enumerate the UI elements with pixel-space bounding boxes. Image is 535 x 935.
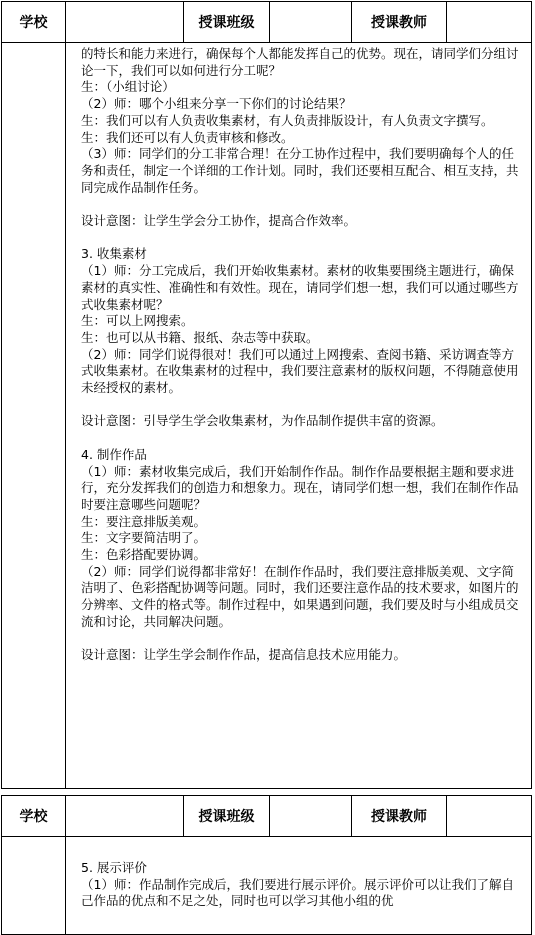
class-label: 授课班级 [184,2,270,42]
left-cell [2,43,66,789]
class-label: 授课班级 [184,796,270,836]
content-row [2,43,531,789]
paragraph: 设计意图：引导学生学会收集素材，为作品制作提供丰富的资源。 [81,413,444,429]
paragraph: 生：（小组讨论） [81,79,175,95]
content-row [2,837,531,935]
lesson-content [66,43,531,789]
paragraph: 生：要注意排版美观。 [81,513,207,529]
paragraph: （2）师：哪个小组来分享一下你们的讨论结果？ [81,96,352,112]
teacher-label: 授课教师 [352,2,447,42]
lesson-content [66,837,531,935]
paragraph: 生：可以上网搜索。 [81,313,194,329]
teacher-value-cell [447,796,531,836]
paragraph: 生：文字要简洁明了。 [81,530,207,546]
paragraph: 的特长和能力来进行，确保每个人都能发挥自己的优势。现在，请同学们分组讨论一下，我们可以如何进行分工呢？ [81,46,519,78]
paragraph: 生：我们还可以有人负责审核和修改。 [81,129,294,145]
blank-line [81,196,521,213]
blank-line [81,397,521,414]
school-label: 学校 [2,2,66,42]
paragraph: （1）师：分工完成后，我们开始收集素材。素材的收集要围绕主题进行，确保素材的真实性、准确性和有效性。现在，请同学们想一想，我们可以通过哪些方式收集素材呢？ [81,263,519,312]
lesson-plan-table-2 [1,795,532,935]
blank-line [81,230,521,247]
class-value-cell [270,796,352,836]
paragraph: （1）师：作品制作完成后，我们要进行展示评价。展示评价可以让我们了解自己作品的优点和不足之处，同时也可以学习其他小组的优 [81,876,514,909]
paragraph: 生：色彩搭配要协调。 [81,547,207,563]
paragraph: 4. 制作作品 [81,446,147,462]
school-value-cell [66,796,184,836]
school-value-cell [66,2,184,42]
class-value-cell [270,2,352,42]
school-label: 学校 [2,796,66,836]
paragraph: （2）师：同学们说得很对！我们可以通过上网搜索、查阅书籍、采访调查等方式收集素材。在收集素材的过程中，我们要注意素材的版权问题，不得随意使用未经授权的素材。 [81,346,519,396]
paragraph: 生：我们可以有人负责收集素材，有人负责排版设计，有人负责文字撰写。 [81,112,494,128]
paragraph: （1）师：素材收集完成后，我们开始制作作品。制作作品要根据主题和要求进行，充分发挥我们的创造力和想象力。现在，请同学们想一想，我们在制作作品时要注意哪些问题呢？ [81,463,519,512]
header-row [2,2,531,43]
paragraph: 3. 收集素材 [81,246,147,262]
header-row [2,796,531,837]
teacher-label: 授课教师 [352,796,447,836]
paragraph: （3）师：同学们的分工非常合理！在分工协作过程中，我们要明确每个人的任务和责任，制定一个详细的工作计划。同时，我们还要相互配合、相互支持，共同完成作品制作任务。 [81,146,519,195]
paragraph: 5. 展示评价 [81,860,147,875]
paragraph: 设计意图：让学生学会分工协作，提高合作效率。 [81,213,357,229]
paragraph: （2）师：同学们说得都非常好！在制作作品时，我们要注意排版美观、文字简洁明了、色彩搭配协调等问题。同时，我们还要注意作品的技术要求，如图片的分辨率、文件的格式等。制作过程中，如果遇到问题，我们要及时与小组成员交流和讨论，共同解决问题。 [81,563,519,629]
blank-line [81,631,521,648]
paragraph: 设计意图：让学生学会制作作品，提高信息技术应用能力。 [81,647,407,663]
blank-line [81,430,521,447]
teacher-value-cell [447,2,531,42]
left-cell [2,837,66,935]
paragraph: 生：也可以从书籍、报纸、杂志等中获取。 [81,329,319,345]
lesson-plan-table-1 [1,1,532,789]
